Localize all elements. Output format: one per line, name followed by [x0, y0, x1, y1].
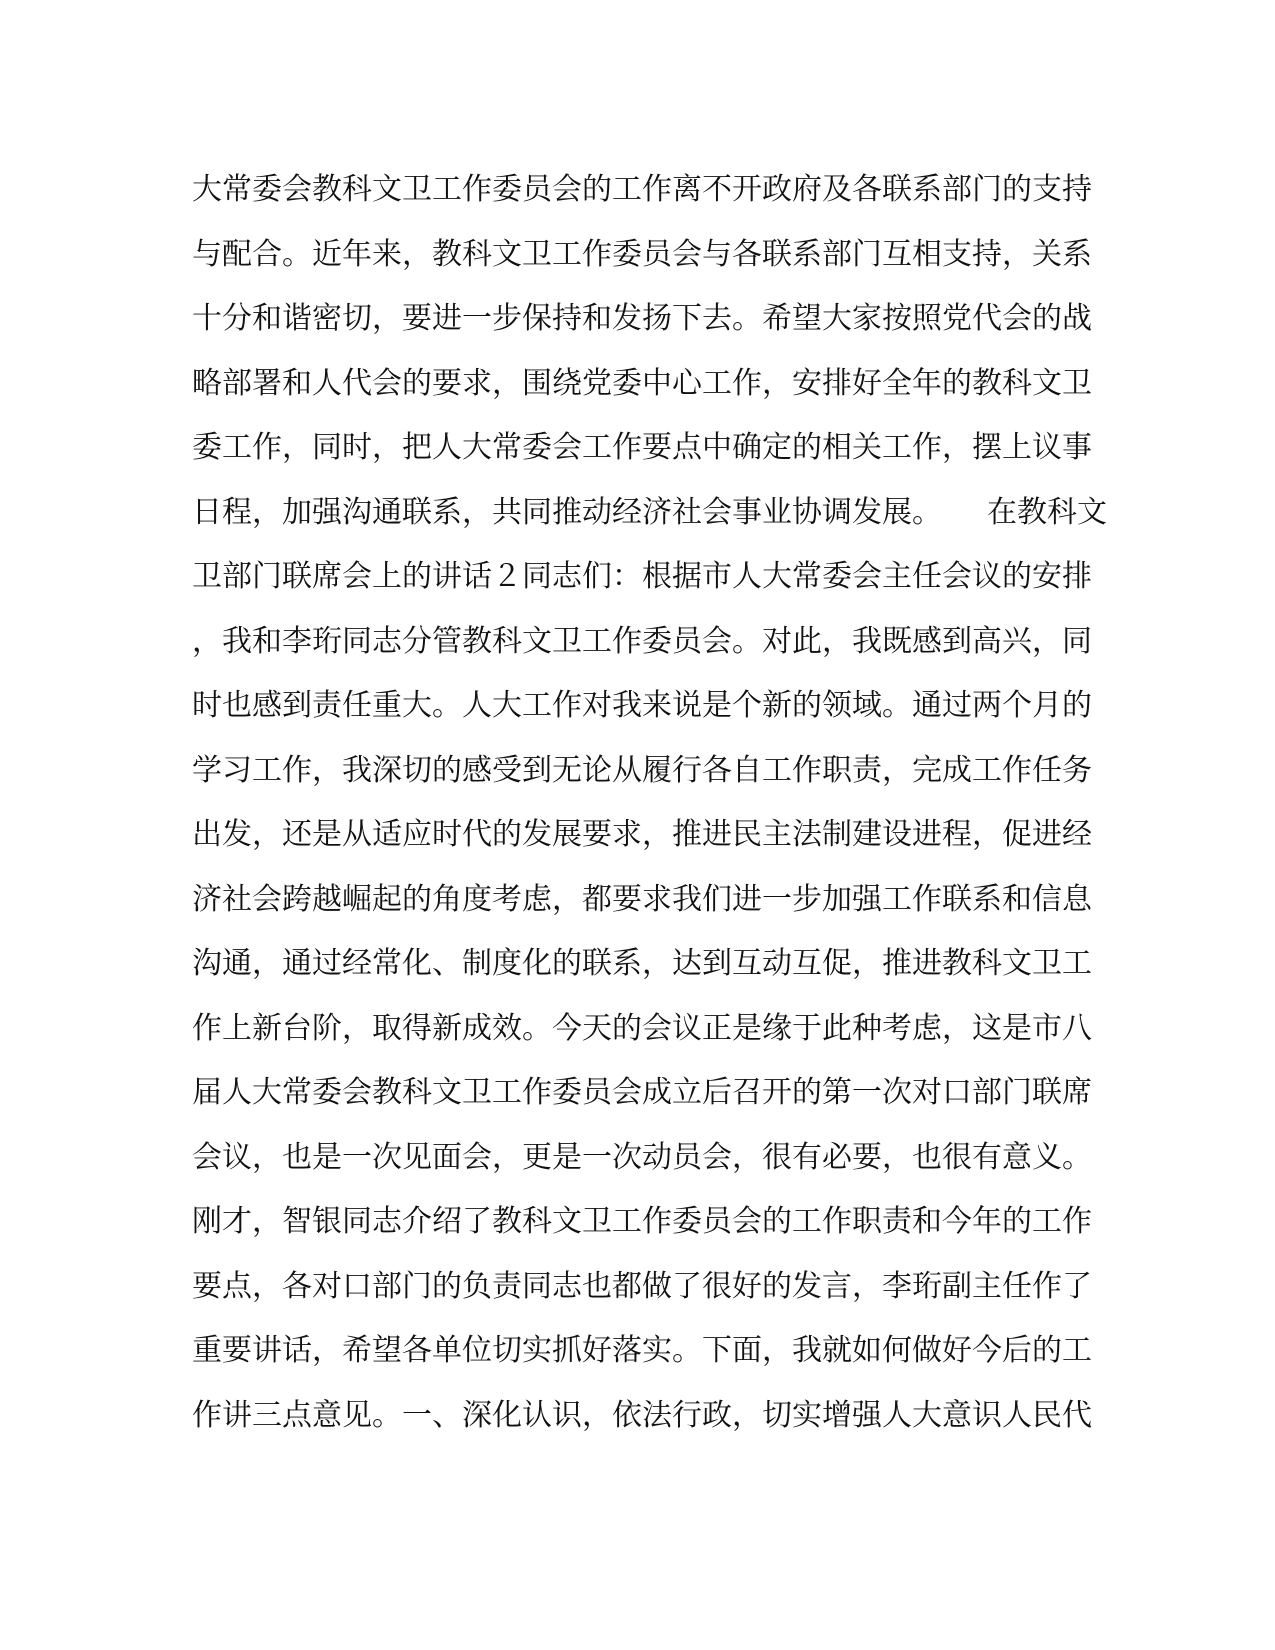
text-line: 出发，还是从适应时代的发展要求，推进民主法制建设进程，促进经	[192, 817, 1092, 852]
text-line: 学习工作，我深切的感受到无论从履行各自工作职责，完成工作任务	[192, 752, 1092, 788]
body-text	[192, 158, 1107, 1448]
text-line: 届人大常委会教科文卫工作委员会成立后召开的第一次对口部门联席	[192, 1075, 1092, 1110]
text-line: 与配合。近年来，教科文卫工作委员会与各联系部门互相支持，关系	[192, 236, 1092, 272]
text-line: 作上新台阶，取得新成效。今天的会议正是缘于此种考虑，这是市八	[192, 1010, 1092, 1046]
text-line: 卫部门联席会上的讲话２同志们：根据市人大常委会主任会议的安排	[192, 559, 1092, 594]
text-line: 沟通，通过经常化、制度化的联系，达到互动互促，推进教科文卫工	[192, 946, 1092, 981]
text-line: 日程，加强沟通联系，共同推动经济社会事业协调发展。 在教科文	[192, 494, 1107, 530]
text-line: 略部署和人代会的要求，围绕党委中心工作，安排好全年的教科文卫	[192, 365, 1092, 401]
text-line: 大常委会教科文卫工作委员会的工作离不开政府及各联系部门的支持	[192, 172, 1092, 207]
text-line: 作讲三点意见。一、深化认识，依法行政，切实增强人大意识人民代	[192, 1397, 1092, 1433]
text-line: 要点，各对口部门的负责同志也都做了很好的发言，李珩副主任作了	[192, 1268, 1092, 1304]
text-line: 刚才，智银同志介绍了教科文卫工作委员会的工作职责和今年的工作	[192, 1204, 1092, 1239]
text-line: 时也感到责任重大。人大工作对我来说是个新的领域。通过两个月的	[192, 688, 1092, 723]
text-line: 委工作，同时，把人大常委会工作要点中确定的相关工作，摆上议事	[192, 430, 1092, 465]
text-line: 十分和谐密切，要进一步保持和发扬下去。希望大家按照党代会的战	[192, 301, 1092, 336]
text-line: 重要讲话，希望各单位切实抓好落实。下面，我就如何做好今后的工	[192, 1333, 1092, 1368]
text-line: 会议，也是一次见面会，更是一次动员会，很有必要，也很有意义。	[192, 1139, 1092, 1175]
text-line: ，我和李珩同志分管教科文卫工作委员会。对此，我既感到高兴，同	[192, 623, 1092, 659]
text-line: 济社会跨越崛起的角度考虑，都要求我们进一步加强工作联系和信息	[192, 881, 1092, 917]
